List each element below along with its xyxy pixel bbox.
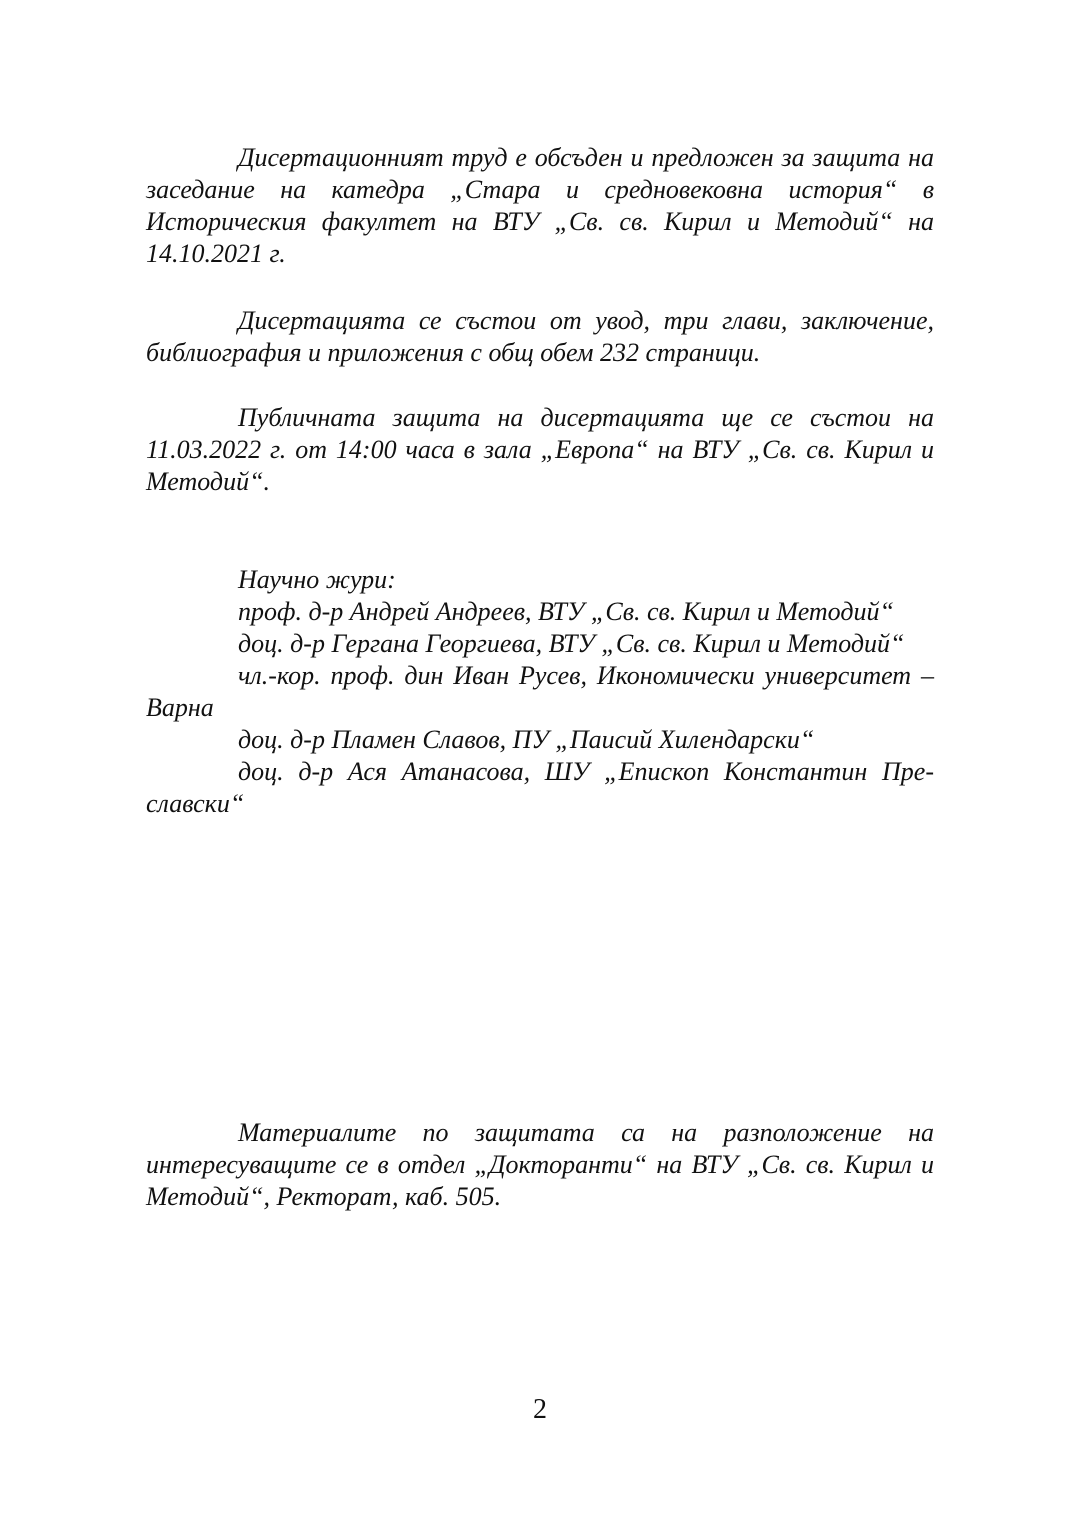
paragraph-materials-text: Материалите по защитата са на разположение на интересуващите се в отдел „Докторанти“ на ВТУ „Св. св. Кирил и Методий“, Ректорат, каб. 505. — [146, 1118, 934, 1211]
paragraph-defense — [146, 402, 934, 498]
jury-member: доц. д-р Гергана Георгиева, ВТУ „Св. св. Кирил и Методий“ — [238, 629, 905, 658]
jury-heading: Научно жури: — [238, 565, 396, 594]
jury-member: проф. д-р Андрей Андреев, ВТУ „Св. св. Кирил и Методий“ — [238, 597, 894, 626]
jury-section — [146, 564, 934, 820]
paragraph-structure — [146, 305, 934, 369]
jury-member: доц. д-р Ася Атанасова, ШУ „Епископ Константин Преславски“ — [146, 757, 934, 818]
paragraph-discussion-text: Дисертационният труд е обсъден и предложен за защита на заседание на катедра „Стара и средновековна история“ в Историческия факултет на ВТУ „Св. св. Кирил и Методий“ на 14.10.2021 г. — [146, 143, 934, 268]
paragraph-materials — [146, 1117, 934, 1213]
paragraph-discussion — [146, 142, 934, 270]
page-number: 2 — [533, 1394, 547, 1425]
paragraph-defense-text: Публичната защита на дисертацията ще се състои на 11.03.2022 г. от 14:00 часа в зала „Европа“ на ВТУ „Св. св. Кирил и Методий“. — [146, 403, 934, 496]
paragraph-structure-text: Дисертацията се състои от увод, три глави, заключение, библиография и приложения с общ обем 232 страници. — [146, 306, 934, 367]
jury-member: чл.-кор. проф. дин Иван Русев, Икономически университет – Варна — [146, 661, 934, 722]
jury-member: доц. д-р Пламен Славов, ПУ „Паисий Хилендарски“ — [238, 725, 815, 754]
